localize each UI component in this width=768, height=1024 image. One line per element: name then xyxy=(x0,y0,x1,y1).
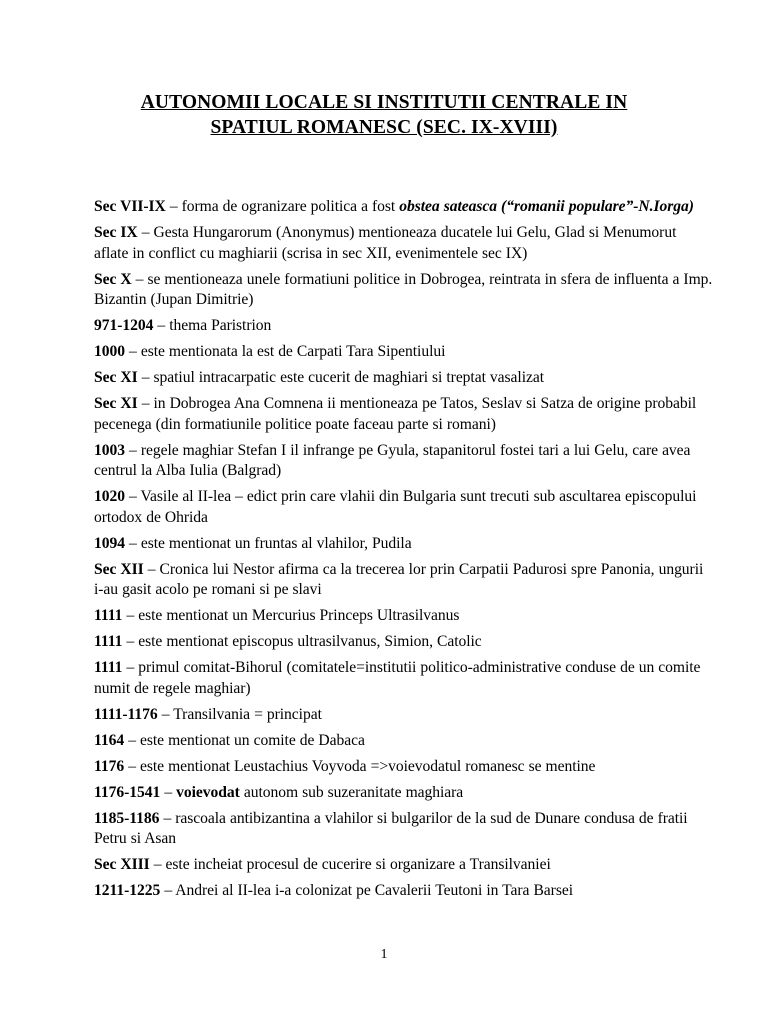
list-item xyxy=(94,560,714,601)
entry-key: Sec X xyxy=(94,270,132,288)
list-item xyxy=(94,441,714,482)
chronology-list xyxy=(94,197,714,907)
list-item xyxy=(94,757,714,778)
entry-text: – este mentionat un fruntas al vlahilor, Pudila xyxy=(125,534,412,552)
entry-text: – Andrei al II-lea i-a colonizat pe Cavalerii Teutoni in Tara Barsei xyxy=(160,882,573,900)
entry-text: – se mentioneaza unele formatiuni politice in Dobrogea, reintrata in sfera de influenta a Imp. Bizantin (Jupan Dimitrie) xyxy=(94,270,713,309)
list-item xyxy=(94,534,714,555)
list-item xyxy=(94,783,714,804)
list-item xyxy=(94,342,714,363)
entry-key: 1211-1225 xyxy=(94,882,161,900)
entry-key: Sec XI xyxy=(94,369,138,387)
entry-key: 1003 xyxy=(94,441,125,459)
entry-tail: autonom sub suzeranitate maghiara xyxy=(239,783,464,801)
entry-key: 1111 xyxy=(94,659,123,677)
entry-text: – regele maghiar Stefan I il infrange pe Gyula, stapanitorul fostei tari a lui Gelu, care avea centrul la Alba Iulia (Balgrad) xyxy=(94,441,691,480)
list-item xyxy=(94,270,714,311)
entry-text: – este mentionat un Mercurius Princeps Ultrasilvanus xyxy=(122,607,460,625)
entry-text: – in Dobrogea Ana Comnena ii mentioneaza pe Tatos, Seslav si Satza de origine probabil pecenega (din formatiunile politice poate faceau parte si romani) xyxy=(94,395,697,433)
list-item xyxy=(94,223,714,264)
entry-key: 1020 xyxy=(94,488,125,506)
entry-key: Sec VII-IX xyxy=(94,198,166,215)
list-item xyxy=(94,316,714,337)
title-line-1: AUTONOMII LOCALE SI INSTITUTII CENTRALE IN xyxy=(140,92,628,113)
entry-key: 1111 xyxy=(94,633,123,651)
entry-text: – Cronica lui Nestor afirma ca la trecerea lor prin Carpatii Padurosi spre Panonia, ungurii i-au gasit acolo pe romani si pe slavi xyxy=(94,560,704,599)
list-item xyxy=(94,632,714,653)
entry-text: – este mentionat Leustachius Voyvoda =>voievodatul romanesc se mentine xyxy=(124,757,596,775)
entry-text: – este mentionata la est de Carpati Tara Sipentiului xyxy=(125,343,446,361)
entry-key: Sec XII xyxy=(94,560,144,578)
entry-text: – spatiul intracarpatic este cucerit de maghiari si treptat vasalizat xyxy=(137,369,545,387)
entry-text: – xyxy=(160,783,177,801)
entry-bold-word: voievodat xyxy=(176,783,240,801)
list-item xyxy=(94,487,714,528)
entry-emphasis: obstea sateasca (“romanii populare”-N.Iorga) xyxy=(399,198,694,215)
list-item xyxy=(94,705,714,726)
list-item xyxy=(94,394,714,435)
entry-key: 1111-1176 xyxy=(94,705,158,723)
entry-key: 971-1204 xyxy=(94,317,154,335)
list-item xyxy=(94,197,714,218)
entry-text: – primul comitat-Bihorul (comitatele=institutii politico-administrative conduse de un comite numit de regele maghiar) xyxy=(94,659,701,697)
entry-key: 1094 xyxy=(94,534,125,552)
entry-key: Sec XI xyxy=(94,395,138,413)
entry-text: – rascoala antibizantina a vlahilor si bulgarilor de la sud de Dunare condusa de fratii Petru si Asan xyxy=(94,809,688,848)
entry-text: – Transilvania = principat xyxy=(157,705,322,723)
list-item xyxy=(94,809,714,850)
entry-text: – este mentionat episcopus ultrasilvanus, Simion, Catolic xyxy=(122,633,482,651)
entry-text: – thema Paristrion xyxy=(153,317,272,335)
entry-key: Sec XIII xyxy=(94,856,150,874)
list-item xyxy=(94,368,714,389)
entry-text: – forma de ogranizare politica a fost xyxy=(165,198,400,215)
entry-text: – Gesta Hungarorum (Anonymus) mentioneaza ducatele lui Gelu, Glad si Menumorut aflate in conflict cu maghiarii (scrisa in sec XII, evenimentele sec IX) xyxy=(94,223,677,262)
list-item xyxy=(94,855,714,876)
entry-text: – este incheiat procesul de cucerire si organizare a Transilvaniei xyxy=(149,856,551,874)
page-title xyxy=(60,90,708,140)
entry-text: – este mentionat un comite de Dabaca xyxy=(124,731,365,749)
list-item xyxy=(94,606,714,627)
entry-key: 1000 xyxy=(94,343,125,361)
entry-key: 1176-1541 xyxy=(94,783,161,801)
entry-key: 1176 xyxy=(94,757,125,775)
page-number: 1 xyxy=(380,947,388,962)
list-item xyxy=(94,658,714,699)
entry-text: – Vasile al II-lea – edict prin care vlahii din Bulgaria sunt trecuti sub ascultarea episcopului ortodox de Ohrida xyxy=(94,488,697,526)
title-line-2: SPATIUL ROMANESC (SEC. IX-XVIII) xyxy=(210,117,558,138)
entry-key: 1164 xyxy=(94,731,125,749)
entry-key: 1185-1186 xyxy=(94,809,160,827)
entry-key: 1111 xyxy=(94,607,123,625)
entry-key: Sec IX xyxy=(94,223,138,241)
list-item xyxy=(94,731,714,752)
list-item xyxy=(94,881,714,902)
